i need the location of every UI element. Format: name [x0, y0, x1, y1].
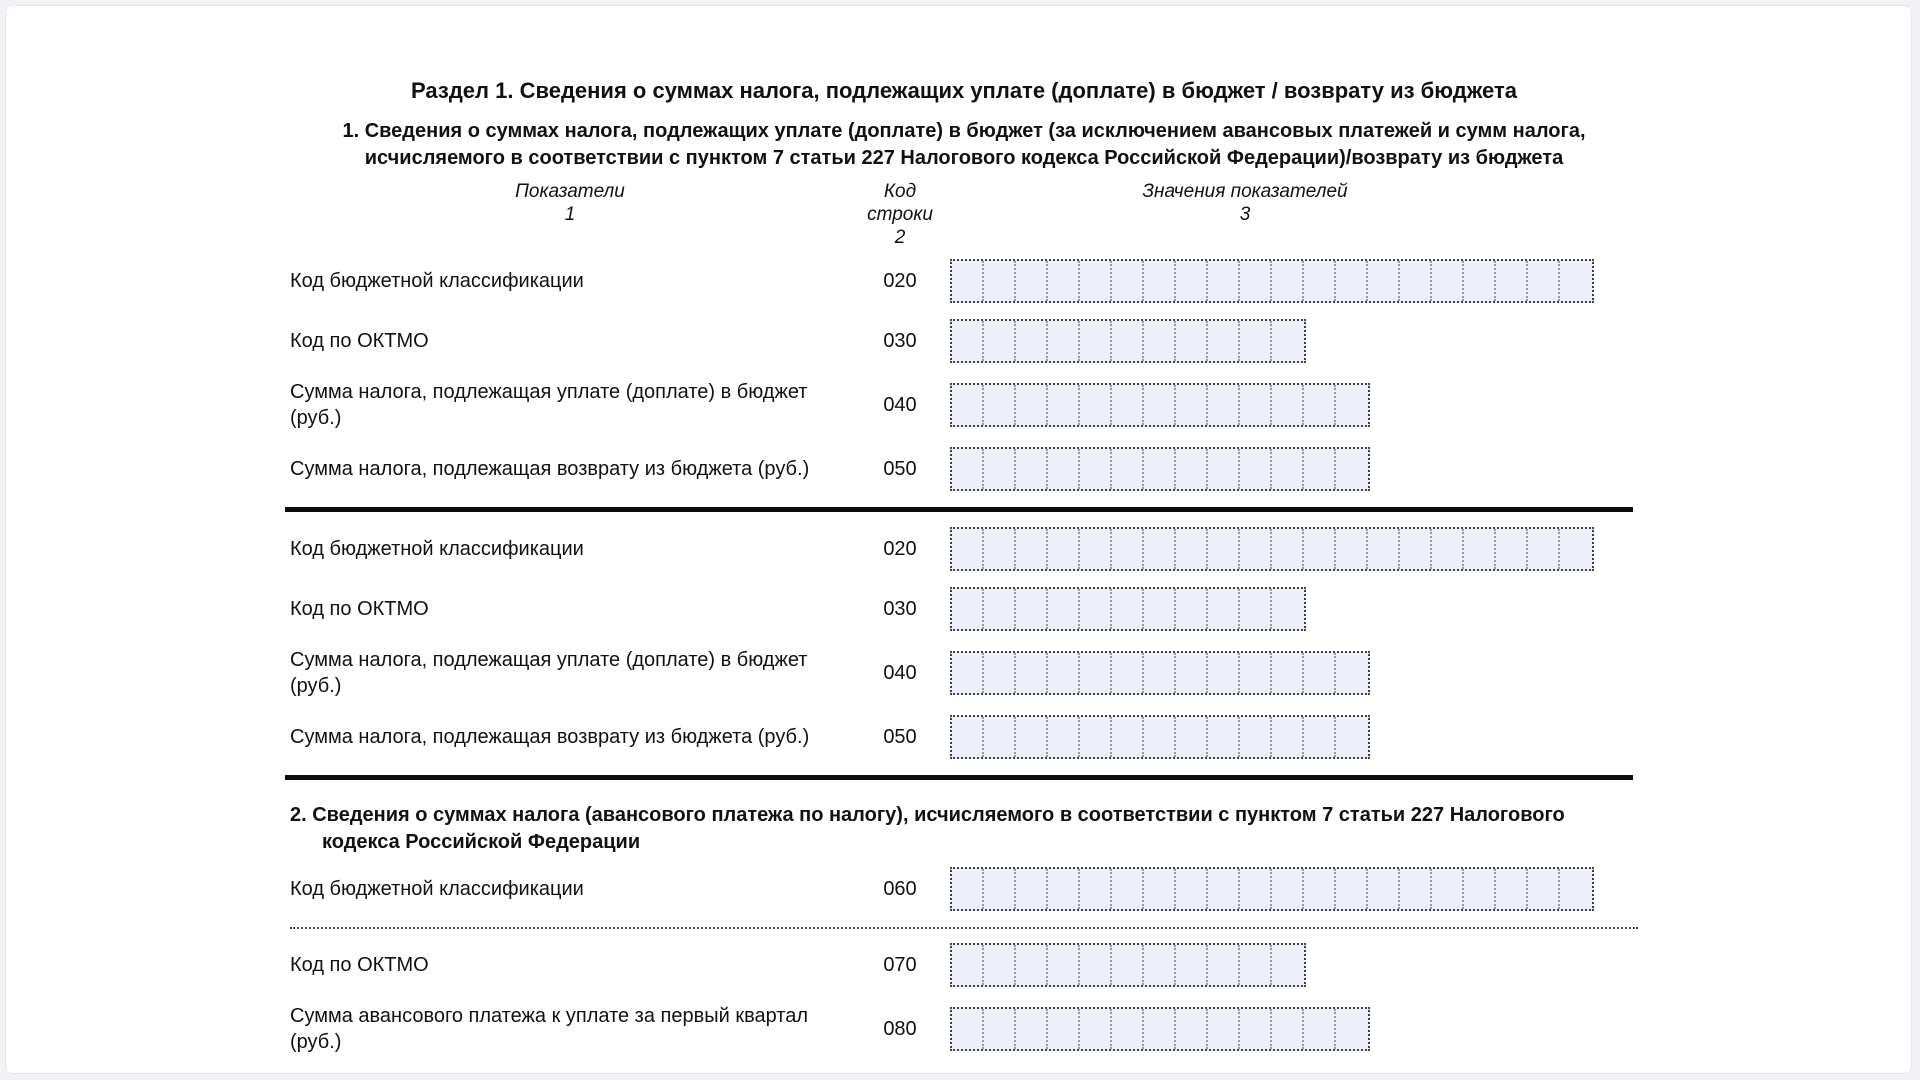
char-cell	[1080, 589, 1112, 629]
char-cell	[1016, 321, 1048, 361]
char-cell	[1048, 449, 1080, 489]
char-cell	[1176, 945, 1208, 985]
input-field-020[interactable]	[950, 527, 1594, 571]
line-code-050: 050	[883, 725, 917, 748]
char-cell	[1208, 529, 1240, 569]
column-header-line-code-number: 2	[894, 227, 906, 248]
char-cell	[1080, 529, 1112, 569]
row-value-column	[950, 259, 1638, 303]
char-cell	[1176, 589, 1208, 629]
char-cell	[1400, 869, 1432, 909]
char-cell	[1080, 653, 1112, 693]
char-cell	[1144, 261, 1176, 301]
char-cell	[1176, 449, 1208, 489]
row-value-column	[950, 447, 1638, 491]
column-header-indicators	[290, 180, 850, 249]
char-cell	[1272, 589, 1304, 629]
char-cell	[1144, 321, 1176, 361]
char-cell	[1048, 1009, 1080, 1049]
line-code-040: 040	[883, 661, 917, 684]
line-code-060: 060	[883, 877, 917, 900]
row-value-column	[950, 943, 1638, 987]
row-value-column	[950, 867, 1638, 911]
section2-rows-top	[290, 867, 1638, 911]
form-row-020	[290, 527, 1638, 571]
char-cell	[1144, 869, 1176, 909]
char-cell	[1144, 385, 1176, 425]
line-code-080: 080	[883, 1017, 917, 1040]
char-cell	[1208, 449, 1240, 489]
char-cell	[1272, 385, 1304, 425]
column-header-indicators-label: Показатели	[515, 181, 625, 202]
char-cell	[952, 717, 984, 757]
char-cell	[1496, 529, 1528, 569]
line-code-050: 050	[883, 457, 917, 480]
input-field-070[interactable]	[950, 943, 1306, 987]
char-cell	[1560, 261, 1592, 301]
char-cell	[1400, 529, 1432, 569]
row-label-070: Код по ОКТМО	[290, 954, 429, 976]
char-cell	[1112, 321, 1144, 361]
char-cell	[1176, 869, 1208, 909]
char-cell	[1112, 529, 1144, 569]
char-cell	[1016, 653, 1048, 693]
column-header-line-code-label: Код строки	[867, 181, 933, 225]
char-cell	[1016, 261, 1048, 301]
char-cell	[1336, 717, 1368, 757]
char-cell	[1144, 653, 1176, 693]
section1-block2	[290, 527, 1638, 759]
char-cell	[1048, 945, 1080, 985]
row-label-020: Код бюджетной классификации	[290, 270, 584, 292]
char-cell	[1496, 261, 1528, 301]
char-cell	[1560, 529, 1592, 569]
form-row-060	[290, 867, 1638, 911]
char-cell	[1208, 653, 1240, 693]
char-cell	[1112, 449, 1144, 489]
char-cell	[1496, 869, 1528, 909]
char-cell	[1432, 261, 1464, 301]
char-cell	[1176, 717, 1208, 757]
char-cell	[1304, 385, 1336, 425]
char-cell	[1368, 869, 1400, 909]
char-cell	[984, 449, 1016, 489]
row-value-column	[950, 1007, 1638, 1051]
char-cell	[1304, 717, 1336, 757]
char-cell	[1272, 653, 1304, 693]
char-cell	[984, 321, 1016, 361]
row-value-column	[950, 715, 1638, 759]
line-code-030: 030	[883, 329, 917, 352]
row-label-080: Сумма авансового платежа к уплате за первый квартал (руб.)	[290, 1005, 809, 1053]
char-cell	[1272, 869, 1304, 909]
char-cell	[984, 653, 1016, 693]
char-cell	[1080, 261, 1112, 301]
char-cell	[952, 261, 984, 301]
page-title: Раздел 1. Сведения о суммах налога, подлежащих уплате (доплате) в бюджет / возврату из бюджета	[411, 78, 1517, 103]
char-cell	[1048, 321, 1080, 361]
char-cell	[1528, 261, 1560, 301]
row-label-040: Сумма налога, подлежащая уплате (доплате) в бюджет (руб.)	[290, 381, 808, 429]
subsection1-heading: 1. Сведения о суммах налога, подлежащих уплате (доплате) в бюджет (за исключением авансовых платежей и сумм налога, исчисляемого в соответствии с пунктом 7 статьи 227 Налогового кодекса Российской Федерации)/возврату из бюджета	[342, 120, 1586, 169]
char-cell	[952, 869, 984, 909]
input-field-020[interactable]	[950, 259, 1594, 303]
char-cell	[1240, 589, 1272, 629]
form-row-080	[290, 1003, 1638, 1055]
row-label-040: Сумма налога, подлежащая уплате (доплате) в бюджет (руб.)	[290, 649, 808, 697]
row-value-column	[950, 527, 1638, 571]
char-cell	[952, 449, 984, 489]
row-label-050: Сумма налога, подлежащая возврату из бюджета (руб.)	[290, 726, 810, 748]
char-cell	[1240, 385, 1272, 425]
char-cell	[1240, 653, 1272, 693]
input-field-040[interactable]	[950, 383, 1370, 427]
char-cell	[1208, 717, 1240, 757]
char-cell	[1016, 869, 1048, 909]
char-cell	[1048, 529, 1080, 569]
char-cell	[1528, 869, 1560, 909]
char-cell	[1176, 261, 1208, 301]
input-field-050[interactable]	[950, 715, 1370, 759]
char-cell	[1304, 869, 1336, 909]
line-code-020: 020	[883, 269, 917, 292]
form-page-card	[5, 5, 1912, 1074]
char-cell	[1240, 529, 1272, 569]
row-label-030: Код по ОКТМО	[290, 330, 429, 352]
char-cell	[1176, 529, 1208, 569]
char-cell	[1208, 321, 1240, 361]
char-cell	[1336, 1009, 1368, 1049]
form-row-040	[290, 379, 1638, 431]
char-cell	[1432, 869, 1464, 909]
char-cell	[952, 529, 984, 569]
char-cell	[1048, 653, 1080, 693]
row-value-column	[950, 587, 1638, 631]
char-cell	[984, 529, 1016, 569]
char-cell	[952, 385, 984, 425]
char-cell	[1016, 385, 1048, 425]
row-label-060: Код бюджетной классификации	[290, 878, 584, 900]
char-cell	[1400, 261, 1432, 301]
char-cell	[1464, 261, 1496, 301]
char-cell	[1048, 869, 1080, 909]
line-code-020: 020	[883, 537, 917, 560]
char-cell	[1336, 385, 1368, 425]
char-cell	[1240, 261, 1272, 301]
row-value-column	[950, 383, 1638, 427]
form-content	[290, 6, 1638, 1055]
char-cell	[1272, 717, 1304, 757]
line-code-030: 030	[883, 597, 917, 620]
row-label-020: Код бюджетной классификации	[290, 538, 584, 560]
form-row-020	[290, 259, 1638, 303]
char-cell	[952, 653, 984, 693]
table-column-headers	[290, 180, 1638, 249]
char-cell	[1016, 529, 1048, 569]
char-cell	[1080, 869, 1112, 909]
char-cell	[1272, 945, 1304, 985]
char-cell	[1080, 945, 1112, 985]
char-cell	[1080, 1009, 1112, 1049]
char-cell	[1240, 449, 1272, 489]
dotted-row-divider	[290, 927, 1638, 929]
input-field-030[interactable]	[950, 319, 1306, 363]
char-cell	[1176, 1009, 1208, 1049]
char-cell	[1272, 321, 1304, 361]
form-row-030	[290, 587, 1638, 631]
char-cell	[1208, 589, 1240, 629]
column-header-values-number: 3	[1239, 204, 1251, 225]
char-cell	[1080, 717, 1112, 757]
char-cell	[1112, 385, 1144, 425]
form-row-040	[290, 647, 1638, 699]
char-cell	[952, 945, 984, 985]
char-cell	[1048, 717, 1080, 757]
line-code-040: 040	[883, 393, 917, 416]
char-cell	[1112, 717, 1144, 757]
section1-block1	[290, 259, 1638, 491]
char-cell	[984, 589, 1016, 629]
char-cell	[1368, 529, 1400, 569]
char-cell	[952, 321, 984, 361]
char-cell	[1016, 589, 1048, 629]
char-cell	[1304, 449, 1336, 489]
column-header-values-label: Значения показателей	[1142, 181, 1348, 202]
char-cell	[1016, 945, 1048, 985]
char-cell	[1272, 529, 1304, 569]
char-cell	[1016, 717, 1048, 757]
char-cell	[1112, 869, 1144, 909]
char-cell	[1112, 653, 1144, 693]
char-cell	[1112, 1009, 1144, 1049]
char-cell	[1304, 1009, 1336, 1049]
char-cell	[1272, 261, 1304, 301]
char-cell	[1336, 869, 1368, 909]
char-cell	[1240, 869, 1272, 909]
char-cell	[1048, 385, 1080, 425]
column-header-line-code	[850, 180, 950, 249]
row-value-column	[950, 319, 1638, 363]
char-cell	[1080, 321, 1112, 361]
subsection2-heading: 2. Сведения о суммах налога (авансового платежа по налогу), исчисляемого в соответствии с пунктом 7 статьи 227 Налогового кодекса Российской Федерации	[290, 804, 1565, 853]
section2-rows-bottom	[290, 943, 1638, 1055]
char-cell	[1464, 529, 1496, 569]
char-cell	[984, 385, 1016, 425]
form-row-050	[290, 715, 1638, 759]
char-cell	[1240, 717, 1272, 757]
char-cell	[1240, 1009, 1272, 1049]
char-cell	[1112, 589, 1144, 629]
char-cell	[1016, 449, 1048, 489]
row-label-030: Код по ОКТМО	[290, 598, 429, 620]
char-cell	[1336, 261, 1368, 301]
char-cell	[1336, 653, 1368, 693]
char-cell	[1144, 1009, 1176, 1049]
char-cell	[952, 589, 984, 629]
column-header-values	[950, 180, 1540, 249]
char-cell	[1304, 261, 1336, 301]
form-row-050	[290, 447, 1638, 491]
char-cell	[1208, 945, 1240, 985]
input-field-080[interactable]	[950, 1007, 1370, 1051]
form-row-070	[290, 943, 1638, 987]
row-label-050: Сумма налога, подлежащая возврату из бюджета (руб.)	[290, 458, 810, 480]
char-cell	[984, 945, 1016, 985]
char-cell	[1176, 653, 1208, 693]
char-cell	[1144, 589, 1176, 629]
char-cell	[1144, 529, 1176, 569]
char-cell	[1208, 385, 1240, 425]
char-cell	[1240, 945, 1272, 985]
char-cell	[1208, 1009, 1240, 1049]
input-field-060[interactable]	[950, 867, 1594, 911]
char-cell	[1368, 261, 1400, 301]
char-cell	[1208, 869, 1240, 909]
char-cell	[1112, 945, 1144, 985]
char-cell	[1528, 529, 1560, 569]
char-cell	[1112, 261, 1144, 301]
char-cell	[1560, 869, 1592, 909]
char-cell	[984, 869, 1016, 909]
char-cell	[1176, 385, 1208, 425]
char-cell	[1304, 653, 1336, 693]
char-cell	[1016, 1009, 1048, 1049]
char-cell	[984, 261, 1016, 301]
char-cell	[984, 1009, 1016, 1049]
char-cell	[1144, 945, 1176, 985]
char-cell	[1464, 869, 1496, 909]
input-field-030[interactable]	[950, 587, 1306, 631]
char-cell	[952, 1009, 984, 1049]
column-header-indicators-number: 1	[564, 204, 576, 225]
char-cell	[1240, 321, 1272, 361]
char-cell	[1144, 717, 1176, 757]
char-cell	[1432, 529, 1464, 569]
input-field-040[interactable]	[950, 651, 1370, 695]
char-cell	[1272, 449, 1304, 489]
char-cell	[1048, 589, 1080, 629]
section-divider	[285, 775, 1633, 780]
input-field-050[interactable]	[950, 447, 1370, 491]
char-cell	[1336, 529, 1368, 569]
section-divider	[285, 507, 1633, 512]
char-cell	[1080, 449, 1112, 489]
form-row-030	[290, 319, 1638, 363]
char-cell	[1304, 529, 1336, 569]
char-cell	[1336, 449, 1368, 489]
char-cell	[1272, 1009, 1304, 1049]
char-cell	[984, 717, 1016, 757]
row-value-column	[950, 651, 1638, 695]
line-code-070: 070	[883, 953, 917, 976]
char-cell	[1144, 449, 1176, 489]
char-cell	[1080, 385, 1112, 425]
char-cell	[1176, 321, 1208, 361]
char-cell	[1048, 261, 1080, 301]
char-cell	[1208, 261, 1240, 301]
